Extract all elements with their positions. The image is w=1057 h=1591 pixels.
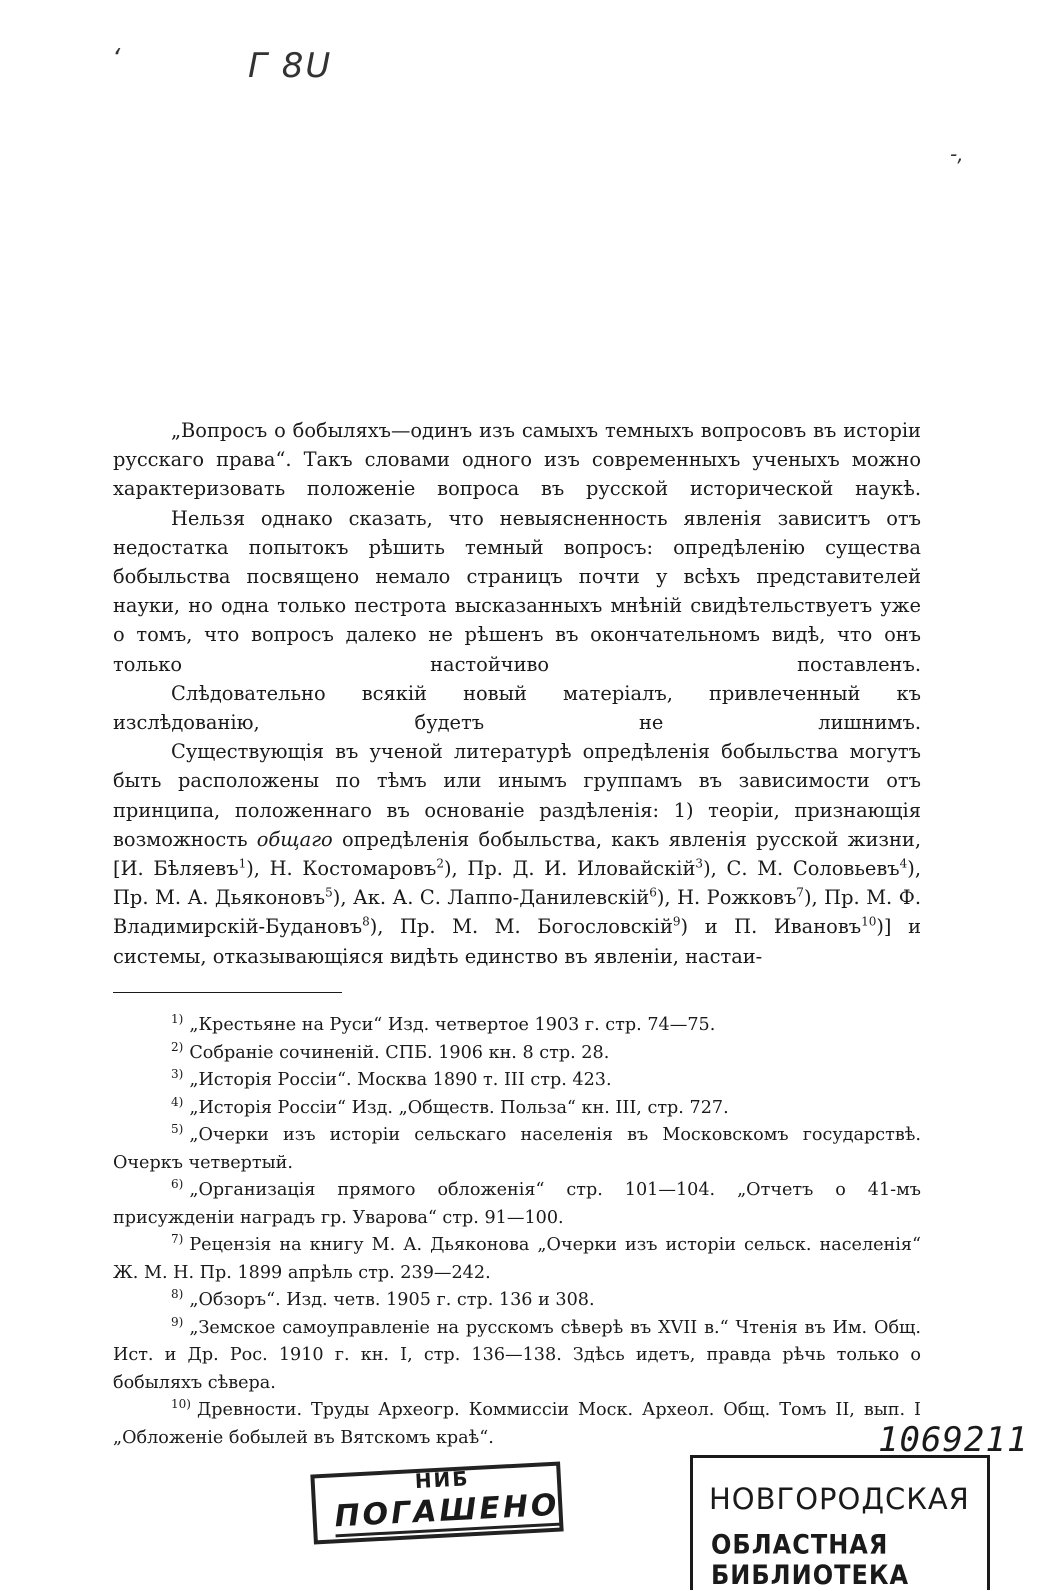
- paragraph-3: Слѣдовательно всякій новый матеріалъ, привлеченный къ изслѣдованію, будетъ не лишнимъ.: [113, 681, 921, 735]
- footnote-1: $^{1)}$ „Крестьяне на Руси“ Изд. четвертое 1903 г. стр. 74—75.: [171, 1012, 716, 1035]
- footnote-ref-5: 5: [325, 885, 333, 900]
- cancelled-stamp-word: ПОГАШЕНО: [334, 1488, 561, 1538]
- footnote-ref-1: 1: [238, 856, 247, 871]
- footnote-ref-6: 6: [649, 885, 657, 900]
- footnote-ref-9: 9: [672, 914, 681, 929]
- paragraph-4: Существующія въ ученой литературѣ опредѣленія бобыльства могутъ быть расположены по тѣмъ или инымъ группамъ въ зависимости отъ принципа, положеннаго въ основаніе раздѣленія: 1) теоріи, признающія возможность общаго опредѣленія бобыльства, какъ явленія русской жизни, [И. Бѣляевъ$^1$), Н. Костомаровъ$^2$), Пр. Д. И. Иловайскій$^3$), С. М. Соловьевъ$^4$), Пр. М. А. Дьяконовъ$^5$), Ак. А. С. Лаппо-Данилевскій$^6$), Н. Рожковъ$^7$), Пр. М. Ф. Владимирскій-Будановъ$^8$), Пр. М. М. Богословскій$^9$) и П. Ивановъ$^{10}$)] и системы, отказывающіяся видѣть единство въ явленіи, настаи-: [113, 740, 922, 968]
- footnote-ref-8: 8: [362, 914, 370, 929]
- footnote-7: $^{7)}$ Рецензія на книгу М. А. Дьяконова „Очерки изъ исторіи сельск. населенія“ Ж. М. Н. Пр. 1899 апрѣль стр. 239—242.: [113, 1232, 921, 1283]
- footnote-10: $^{10)}$ Древности. Труды Археогр. Коммиссіи Моск. Археол. Общ. Томъ II, вып. I „Обложеніе бобылей въ Вятскомъ краѣ“.: [113, 1397, 921, 1448]
- cancelled-stamp-top: НИБ: [414, 1466, 471, 1494]
- library-stamp-line-1: НОВГОРОДСКАЯ: [709, 1482, 970, 1516]
- main-text: [113, 416, 921, 971]
- library-stamp: [690, 1455, 990, 1590]
- footnote-5: $^{5)}$ „Очерки изъ исторіи сельскаго населенія въ Московскомъ государствѣ. Очеркъ четвертый.: [113, 1122, 921, 1173]
- emphasis-word: общаго: [256, 827, 333, 851]
- footnote-3: $^{3)}$ „Исторія Россіи“. Москва 1890 т. III стр. 423.: [171, 1067, 612, 1090]
- footnote-6: $^{6)}$ „Организація прямого обложенія“ стр. 101—104. „Отчетъ о 41-мъ присужденіи наградъ гр. Уварова“ стр. 91—100.: [113, 1177, 921, 1228]
- footnote-9: $^{9)}$ „Земское самоуправленіе на русскомъ сѣверѣ въ XVII в.“ Чтенія въ Им. Общ. Ист. и Др. Рос. 1910 г. кн. I, стр. 136—138. Здѣсь идетъ, правда рѣчь только о бобыляхъ сѣвера.: [113, 1314, 921, 1393]
- footnotes: [113, 1012, 921, 1452]
- footnote-ref-10: 10: [861, 914, 877, 929]
- handwritten-dash-mark: -‚: [950, 142, 964, 166]
- footnote-8: $^{8)}$ „Обзоръ“. Изд. четв. 1905 г. стр. 136 и 308.: [171, 1287, 595, 1310]
- handwritten-shelf-number: Г 8U: [248, 46, 333, 86]
- footnote-ref-7: 7: [796, 885, 804, 900]
- inventory-number-stamp: 1069211: [878, 1420, 1029, 1460]
- handwritten-tick-mark: ‘: [112, 44, 121, 74]
- cancelled-stamp: [310, 1462, 563, 1545]
- footnote-4: $^{4)}$ „Исторія Россіи“ Изд. „Обществ. Польза“ кн. III, стр. 727.: [171, 1094, 729, 1118]
- footnote-separator: [113, 992, 342, 993]
- library-stamp-line-2: ОБЛАСТНАЯ БИБЛИОТЕКА: [711, 1529, 910, 1591]
- footnote-ref-4: 4: [899, 856, 908, 871]
- paragraph-1: „Вопросъ о бобыляхъ—одинъ изъ самыхъ темныхъ вопросовъ въ исторіи русскаго права“. Такъ словами одного изъ современныхъ ученыхъ можно характеризовать положеніе вопроса въ русской исторической наукѣ.: [113, 419, 921, 501]
- footnote-ref-3: 3: [695, 856, 704, 871]
- footnote-2: $^{2)}$ Собраніе сочиненій. СПБ. 1906 кн. 8 стр. 28.: [171, 1039, 610, 1063]
- footnote-ref-2: 2: [436, 856, 444, 871]
- paragraph-2: Нельзя однако сказать, что невыясненность явленія зависитъ отъ недостатка попытокъ рѣшить темный вопросъ: опредѣленію существа бобыльства посвящено немало страницъ почти у всѣхъ представителей науки, но одна только пестрота высказанныхъ мнѣній свидѣтельствуетъ уже о томъ, что вопросъ далеко не рѣшенъ въ окончательномъ видѣ, что онъ только настойчиво поставленъ.: [113, 506, 921, 676]
